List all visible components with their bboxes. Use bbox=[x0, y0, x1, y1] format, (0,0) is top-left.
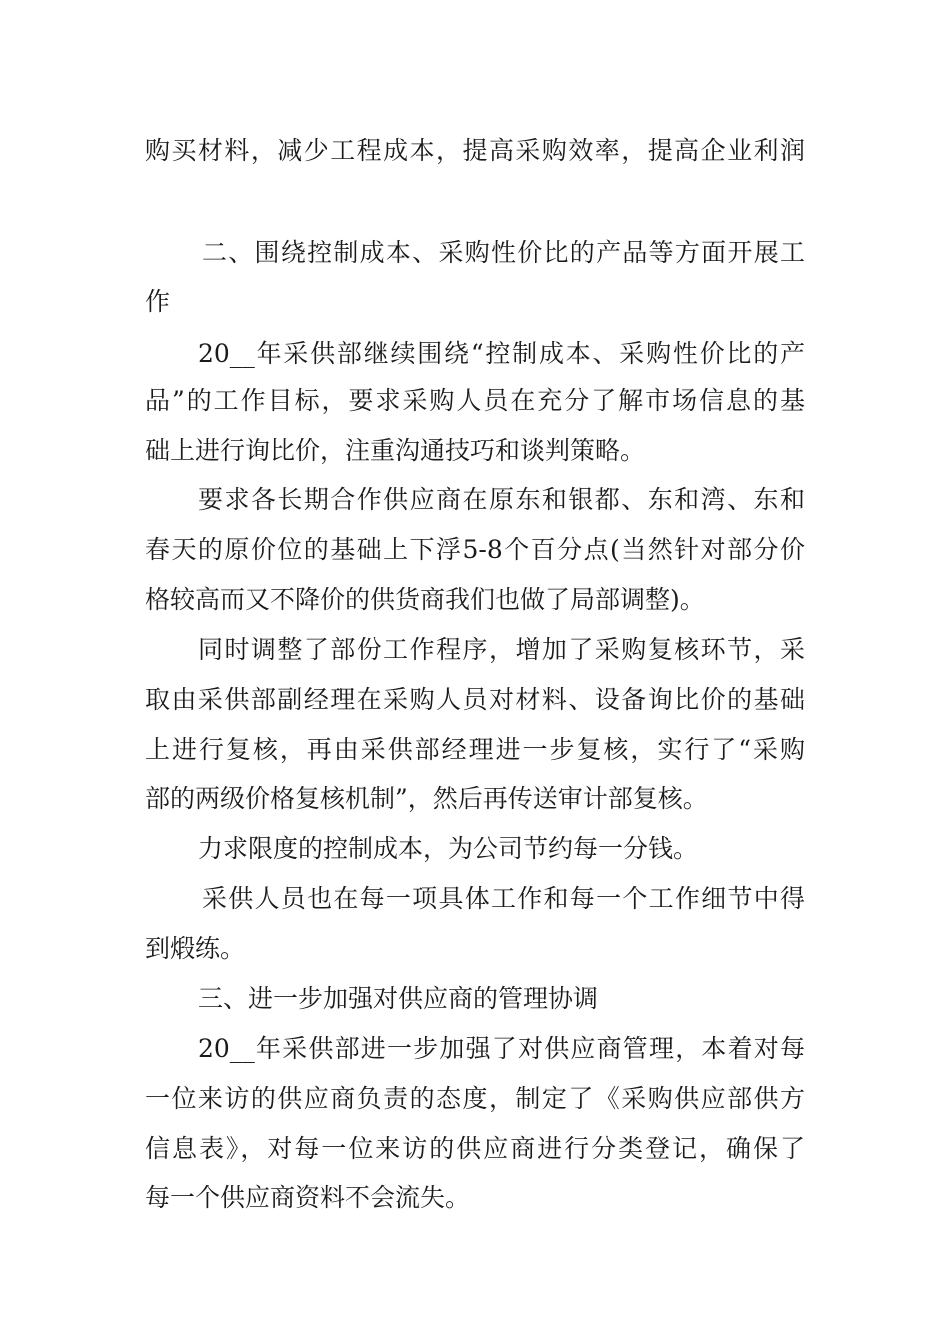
paragraph-line: 每一个供应商资料不会流失。 bbox=[145, 1183, 471, 1212]
paragraph-line: 20__年采供部继续围绕“控制成本、采购性价比的产 bbox=[198, 339, 805, 368]
paragraph-line: 采供人员也在每一项具体工作和每一个工作细节中得 bbox=[202, 884, 805, 913]
paragraph-line: 要求各长期合作供应商在原东和银都、东和湾、东和 bbox=[198, 485, 805, 514]
paragraph-line: 础上进行询比价，注重沟通技巧和谈判策略。 bbox=[145, 436, 646, 465]
paragraph-line: 格较高而又不降价的供货商我们也做了局部调整)。 bbox=[145, 585, 705, 614]
section-heading-line: 二、围绕控制成本、采购性价比的产品等方面开展工 bbox=[202, 238, 805, 267]
paragraph-line: 20__年采供部进一步加强了对供应商管理，本着对每 bbox=[198, 1034, 805, 1063]
paragraph-line: 一位来访的供应商负责的态度，制定了《采购供应部供方 bbox=[145, 1084, 805, 1113]
paragraph-line: 到煅练。 bbox=[145, 934, 246, 963]
paragraph-line: 品”的工作目标，要求采购人员在充分了解市场信息的基 bbox=[145, 386, 805, 415]
paragraph-line: 上进行复核，再由采供部经理进一步复核，实行了“采购 bbox=[145, 735, 805, 764]
paragraph-line: 力求限度的控制成本，为公司节约每一分钱。 bbox=[198, 834, 699, 863]
paragraph-line: 同时调整了部份工作程序，增加了采购复核环节，采 bbox=[198, 635, 805, 664]
paragraph-line: 信息表》，对每一位来访的供应商进行分类登记，确保了 bbox=[145, 1134, 805, 1163]
paragraph-line: 春天的原价位的基础上下浮5-8个百分点(当然针对部分价 bbox=[145, 535, 805, 564]
paragraph-line: 部的两级价格复核机制”，然后再传送审计部复核。 bbox=[145, 784, 708, 813]
section-heading-line: 三、进一步加强对供应商的管理协调 bbox=[198, 984, 599, 1013]
section-heading-line: 作 bbox=[145, 287, 171, 316]
paragraph-line: 取由采供部副经理在采购人员对材料、设备询比价的基础 bbox=[145, 685, 805, 714]
paragraph-line: 购买材料，减少工程成本，提高采购效率，提高企业利润 bbox=[145, 136, 805, 165]
